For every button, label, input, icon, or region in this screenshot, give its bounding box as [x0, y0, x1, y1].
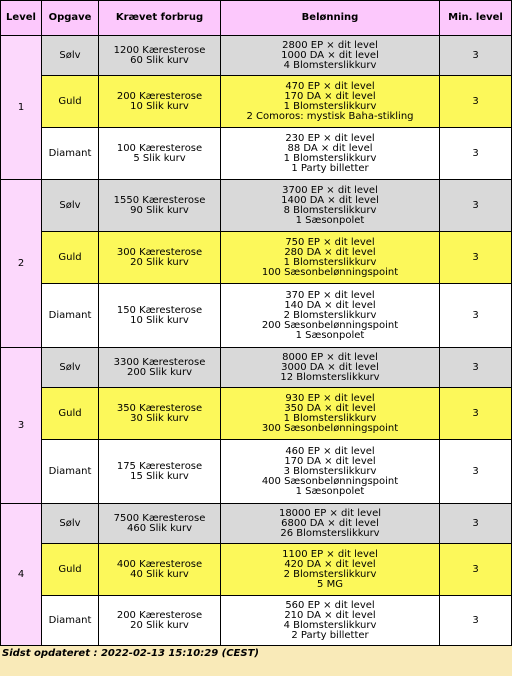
reward-line: 2 Blomsterslikkurv [283, 568, 377, 580]
spend-line: 10 Slik kurv [130, 100, 189, 112]
reward-line: 12 Blomsterslikkurv [280, 371, 380, 383]
spend-line: 200 Kæresterose [116, 609, 203, 621]
required-spend-cell [99, 232, 221, 284]
reward-line: 3 Blomsterslikkurv [283, 465, 377, 477]
required-spend-cell [99, 388, 221, 440]
spend-line: 3300 Kæresterose [113, 356, 206, 368]
task-cell: Sølv [42, 180, 99, 232]
reward-line: 88 DA × dit level [287, 142, 373, 154]
task-cell: Guld [42, 76, 99, 128]
reward-line: 1 Blomsterslikkurv [283, 412, 377, 424]
reward-line: 420 DA × dit level [284, 558, 376, 570]
spend-line: 150 Kæresterose [116, 304, 203, 316]
table-row [1, 388, 512, 440]
required-spend-cell [99, 180, 221, 232]
reward-line: 3700 EP × dit level [282, 184, 378, 196]
table-row [1, 544, 512, 596]
spend-line: 400 Kæresterose [116, 558, 203, 570]
reward-line: 140 DA × dit level [284, 299, 376, 311]
table-row [1, 284, 512, 348]
reward-line: 1 Party billetter [291, 162, 369, 174]
level-cell: 2 [1, 180, 42, 348]
spend-line: 350 Kæresterose [116, 402, 203, 414]
reward-cell [221, 180, 440, 232]
task-cell: Diamant [42, 440, 99, 504]
reward-line: 4 Blomsterslikkurv [283, 59, 377, 71]
reward-cell [221, 76, 440, 128]
spend-line: 200 Kæresterose [116, 90, 203, 102]
task-cell: Sølv [42, 504, 99, 544]
reward-line: 470 EP × dit level [285, 80, 375, 92]
required-spend-cell [99, 76, 221, 128]
required-spend-cell [99, 544, 221, 596]
reward-line: 5 MG [317, 578, 343, 590]
table-row [1, 128, 512, 180]
min-level-cell: 3 [440, 504, 512, 544]
table-row [1, 596, 512, 646]
min-level-cell: 3 [440, 596, 512, 646]
reward-line: 1 Sæsonpolet [295, 485, 365, 497]
table-row [1, 440, 512, 504]
required-spend-cell [99, 596, 221, 646]
reward-line: 100 Sæsonbelønningspoint [261, 266, 399, 278]
reward-cell [221, 504, 440, 544]
header-row [1, 1, 512, 36]
min-level-cell: 3 [440, 544, 512, 596]
spend-line: 460 Slik kurv [127, 522, 192, 534]
spend-line: 1550 Kæresterose [113, 194, 206, 206]
level-cell: 4 [1, 504, 42, 646]
required-spend-cell [99, 284, 221, 348]
reward-line: 300 Sæsonbelønningspoint [261, 422, 399, 434]
table-row [1, 232, 512, 284]
spend-line: 90 Slik kurv [130, 204, 189, 216]
reward-cell [221, 36, 440, 76]
reward-line: 1 Blomsterslikkurv [283, 256, 377, 268]
task-cell: Guld [42, 232, 99, 284]
spend-line: 40 Slik kurv [130, 568, 189, 580]
reward-line: 370 EP × dit level [285, 289, 375, 301]
reward-cell [221, 596, 440, 646]
reward-line: 170 DA × dit level [284, 455, 376, 467]
min-level-cell: 3 [440, 180, 512, 232]
spend-line: 60 Slik kurv [130, 54, 189, 66]
spend-line: 200 Slik kurv [127, 366, 192, 378]
task-cell: Diamant [42, 596, 99, 646]
min-level-cell: 3 [440, 76, 512, 128]
required-spend-cell [99, 36, 221, 76]
task-cell: Diamant [42, 128, 99, 180]
spend-line: 20 Slik kurv [130, 619, 189, 631]
spend-line: 10 Slik kurv [130, 314, 189, 326]
spend-line: 175 Kæresterose [116, 460, 203, 472]
reward-line: 930 EP × dit level [285, 392, 375, 404]
table-body [1, 36, 512, 646]
reward-line: 1000 DA × dit level [281, 49, 379, 61]
reward-line: 26 Blomsterslikkurv [280, 527, 380, 539]
reward-line: 1 Sæsonpolet [295, 329, 365, 341]
reward-line: 1100 EP × dit level [282, 548, 378, 560]
reward-cell [221, 128, 440, 180]
reward-line: 2 Blomsterslikkurv [283, 309, 377, 321]
reward-line: 400 Sæsonbelønningspoint [261, 475, 399, 487]
reward-cell [221, 284, 440, 348]
spend-line: 20 Slik kurv [130, 256, 189, 268]
reward-cell [221, 440, 440, 504]
table-row [1, 36, 512, 76]
reward-line: 350 DA × dit level [284, 402, 376, 414]
reward-line: 460 EP × dit level [285, 445, 375, 457]
task-cell: Diamant [42, 284, 99, 348]
spend-line: 300 Kæresterose [116, 246, 203, 258]
min-level-cell: 3 [440, 128, 512, 180]
required-spend-cell [99, 440, 221, 504]
level-cell: 1 [1, 36, 42, 180]
reward-line: 4 Blomsterslikkurv [283, 619, 377, 631]
task-cell: Guld [42, 388, 99, 440]
reward-line: 200 Sæsonbelønningspoint [261, 319, 399, 331]
required-spend-cell [99, 504, 221, 544]
reward-line: 8 Blomsterslikkurv [283, 204, 377, 216]
header-level: Level [1, 1, 42, 36]
min-level-cell: 3 [440, 284, 512, 348]
min-level-cell: 3 [440, 348, 512, 388]
min-level-cell: 3 [440, 440, 512, 504]
last-updated: Sidst opdateret : 2022-02-13 15:10:29 (CEST) [2, 648, 259, 659]
reward-line: 230 EP × dit level [285, 132, 375, 144]
reward-line: 210 DA × dit level [284, 609, 376, 621]
required-spend-cell [99, 348, 221, 388]
table-row [1, 76, 512, 128]
spend-line: 30 Slik kurv [130, 412, 189, 424]
reward-line: 2800 EP × dit level [282, 39, 378, 51]
reward-cell [221, 544, 440, 596]
header-task: Opgave [42, 1, 99, 36]
table-row [1, 504, 512, 544]
spend-line: 1200 Kæresterose [113, 44, 206, 56]
reward-line: 8000 EP × dit level [282, 351, 378, 363]
task-cell: Guld [42, 544, 99, 596]
reward-line: 560 EP × dit level [285, 599, 375, 611]
header-min-level: Min. level [440, 1, 512, 36]
spend-line: 5 Slik kurv [133, 152, 186, 164]
spend-line: 15 Slik kurv [130, 470, 189, 482]
spend-line: 7500 Kæresterose [113, 512, 206, 524]
reward-line: 1 Blomsterslikkurv [283, 152, 377, 164]
header-reward: Belønning [221, 1, 440, 36]
reward-line: 170 DA × dit level [284, 90, 376, 102]
reward-line: 6800 DA × dit level [281, 517, 379, 529]
reward-line: 2 Party billetter [291, 629, 369, 641]
min-level-cell: 3 [440, 232, 512, 284]
reward-line: 750 EP × dit level [285, 236, 375, 248]
required-spend-cell [99, 128, 221, 180]
reward-line: 1 Sæsonpolet [295, 214, 365, 226]
reward-line: 1400 DA × dit level [281, 194, 379, 206]
min-level-cell: 3 [440, 36, 512, 76]
table-row [1, 180, 512, 232]
task-cell: Sølv [42, 348, 99, 388]
reward-cell [221, 232, 440, 284]
reward-cell [221, 348, 440, 388]
reward-cell [221, 388, 440, 440]
reward-line: 18000 EP × dit level [278, 507, 382, 519]
table-row [1, 348, 512, 388]
reward-line: 2 Comoros: mystisk Baha-stikling [246, 110, 414, 122]
reward-line: 1 Blomsterslikkurv [283, 100, 377, 112]
spend-line: 100 Kæresterose [116, 142, 203, 154]
reward-line: 3000 DA × dit level [281, 361, 379, 373]
min-level-cell: 3 [440, 388, 512, 440]
reward-line: 280 DA × dit level [284, 246, 376, 258]
header-required-spend: Krævet forbrug [99, 1, 221, 36]
task-cell: Sølv [42, 36, 99, 76]
level-cell: 3 [1, 348, 42, 504]
